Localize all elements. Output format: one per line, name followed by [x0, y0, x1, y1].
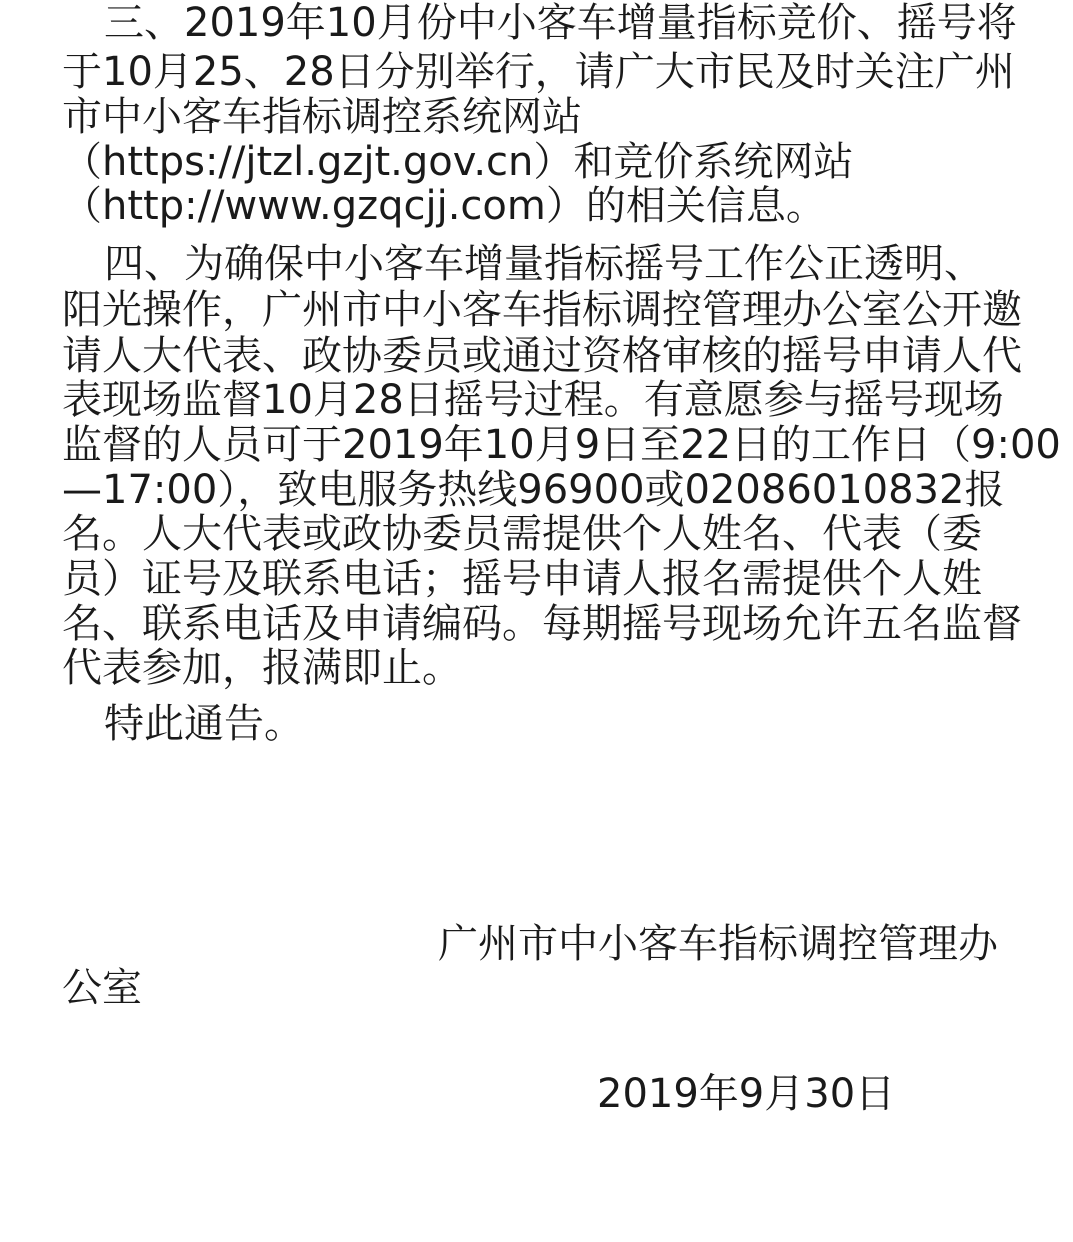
signature-line-1: 广州市中小客车指标调控管理办	[438, 921, 998, 967]
paragraph-4-line-8: 员）证号及联系电话；摇号申请人报名需提供个人姓	[62, 556, 982, 602]
closing-statement: 特此通告。	[104, 701, 304, 747]
paragraph-4-line-7: 名。人大代表或政协委员需提供个人姓名、代表（委	[62, 511, 982, 557]
paragraph-4-line-6: —17:00），致电服务热线96900或02086010832报	[62, 467, 1005, 513]
paragraph-3-line-3: 市中小客车指标调控系统网站	[62, 94, 582, 140]
paragraph-3-line-1: 三、2019年10月份中小客车增量指标竞价、摇号将	[104, 0, 1017, 46]
paragraph-4-line-3: 请人大代表、政协委员或通过资格审核的摇号申请人代	[62, 333, 1022, 379]
paragraph-4-line-5: 监督的人员可于2019年10月9日至22日的工作日（9:00	[62, 422, 1061, 468]
paragraph-4-line-2: 阳光操作，广州市中小客车指标调控管理办公室公开邀	[62, 287, 1022, 333]
paragraph-4-line-4: 表现场监督10月28日摇号过程。有意愿参与摇号现场	[62, 377, 1004, 423]
paragraph-3-line-2: 于10月25、28日分别举行，请广大市民及时关注广州	[62, 49, 1015, 95]
paragraph-4-line-9: 名、联系电话及申请编码。每期摇号现场允许五名监督	[62, 601, 1022, 647]
paragraph-4-line-10: 代表参加，报满即止。	[62, 645, 462, 691]
notice-date: 2019年9月30日	[597, 1071, 896, 1117]
paragraph-3-line-4: （https://jtzl.gzjt.gov.cn）和竞价系统网站	[62, 139, 854, 185]
signature-line-2: 公室	[62, 965, 142, 1011]
paragraph-3-line-5: （http://www.gzqcjj.com）的相关信息。	[62, 183, 826, 229]
paragraph-4-line-1: 四、为确保中小客车增量指标摇号工作公正透明、	[104, 241, 984, 287]
